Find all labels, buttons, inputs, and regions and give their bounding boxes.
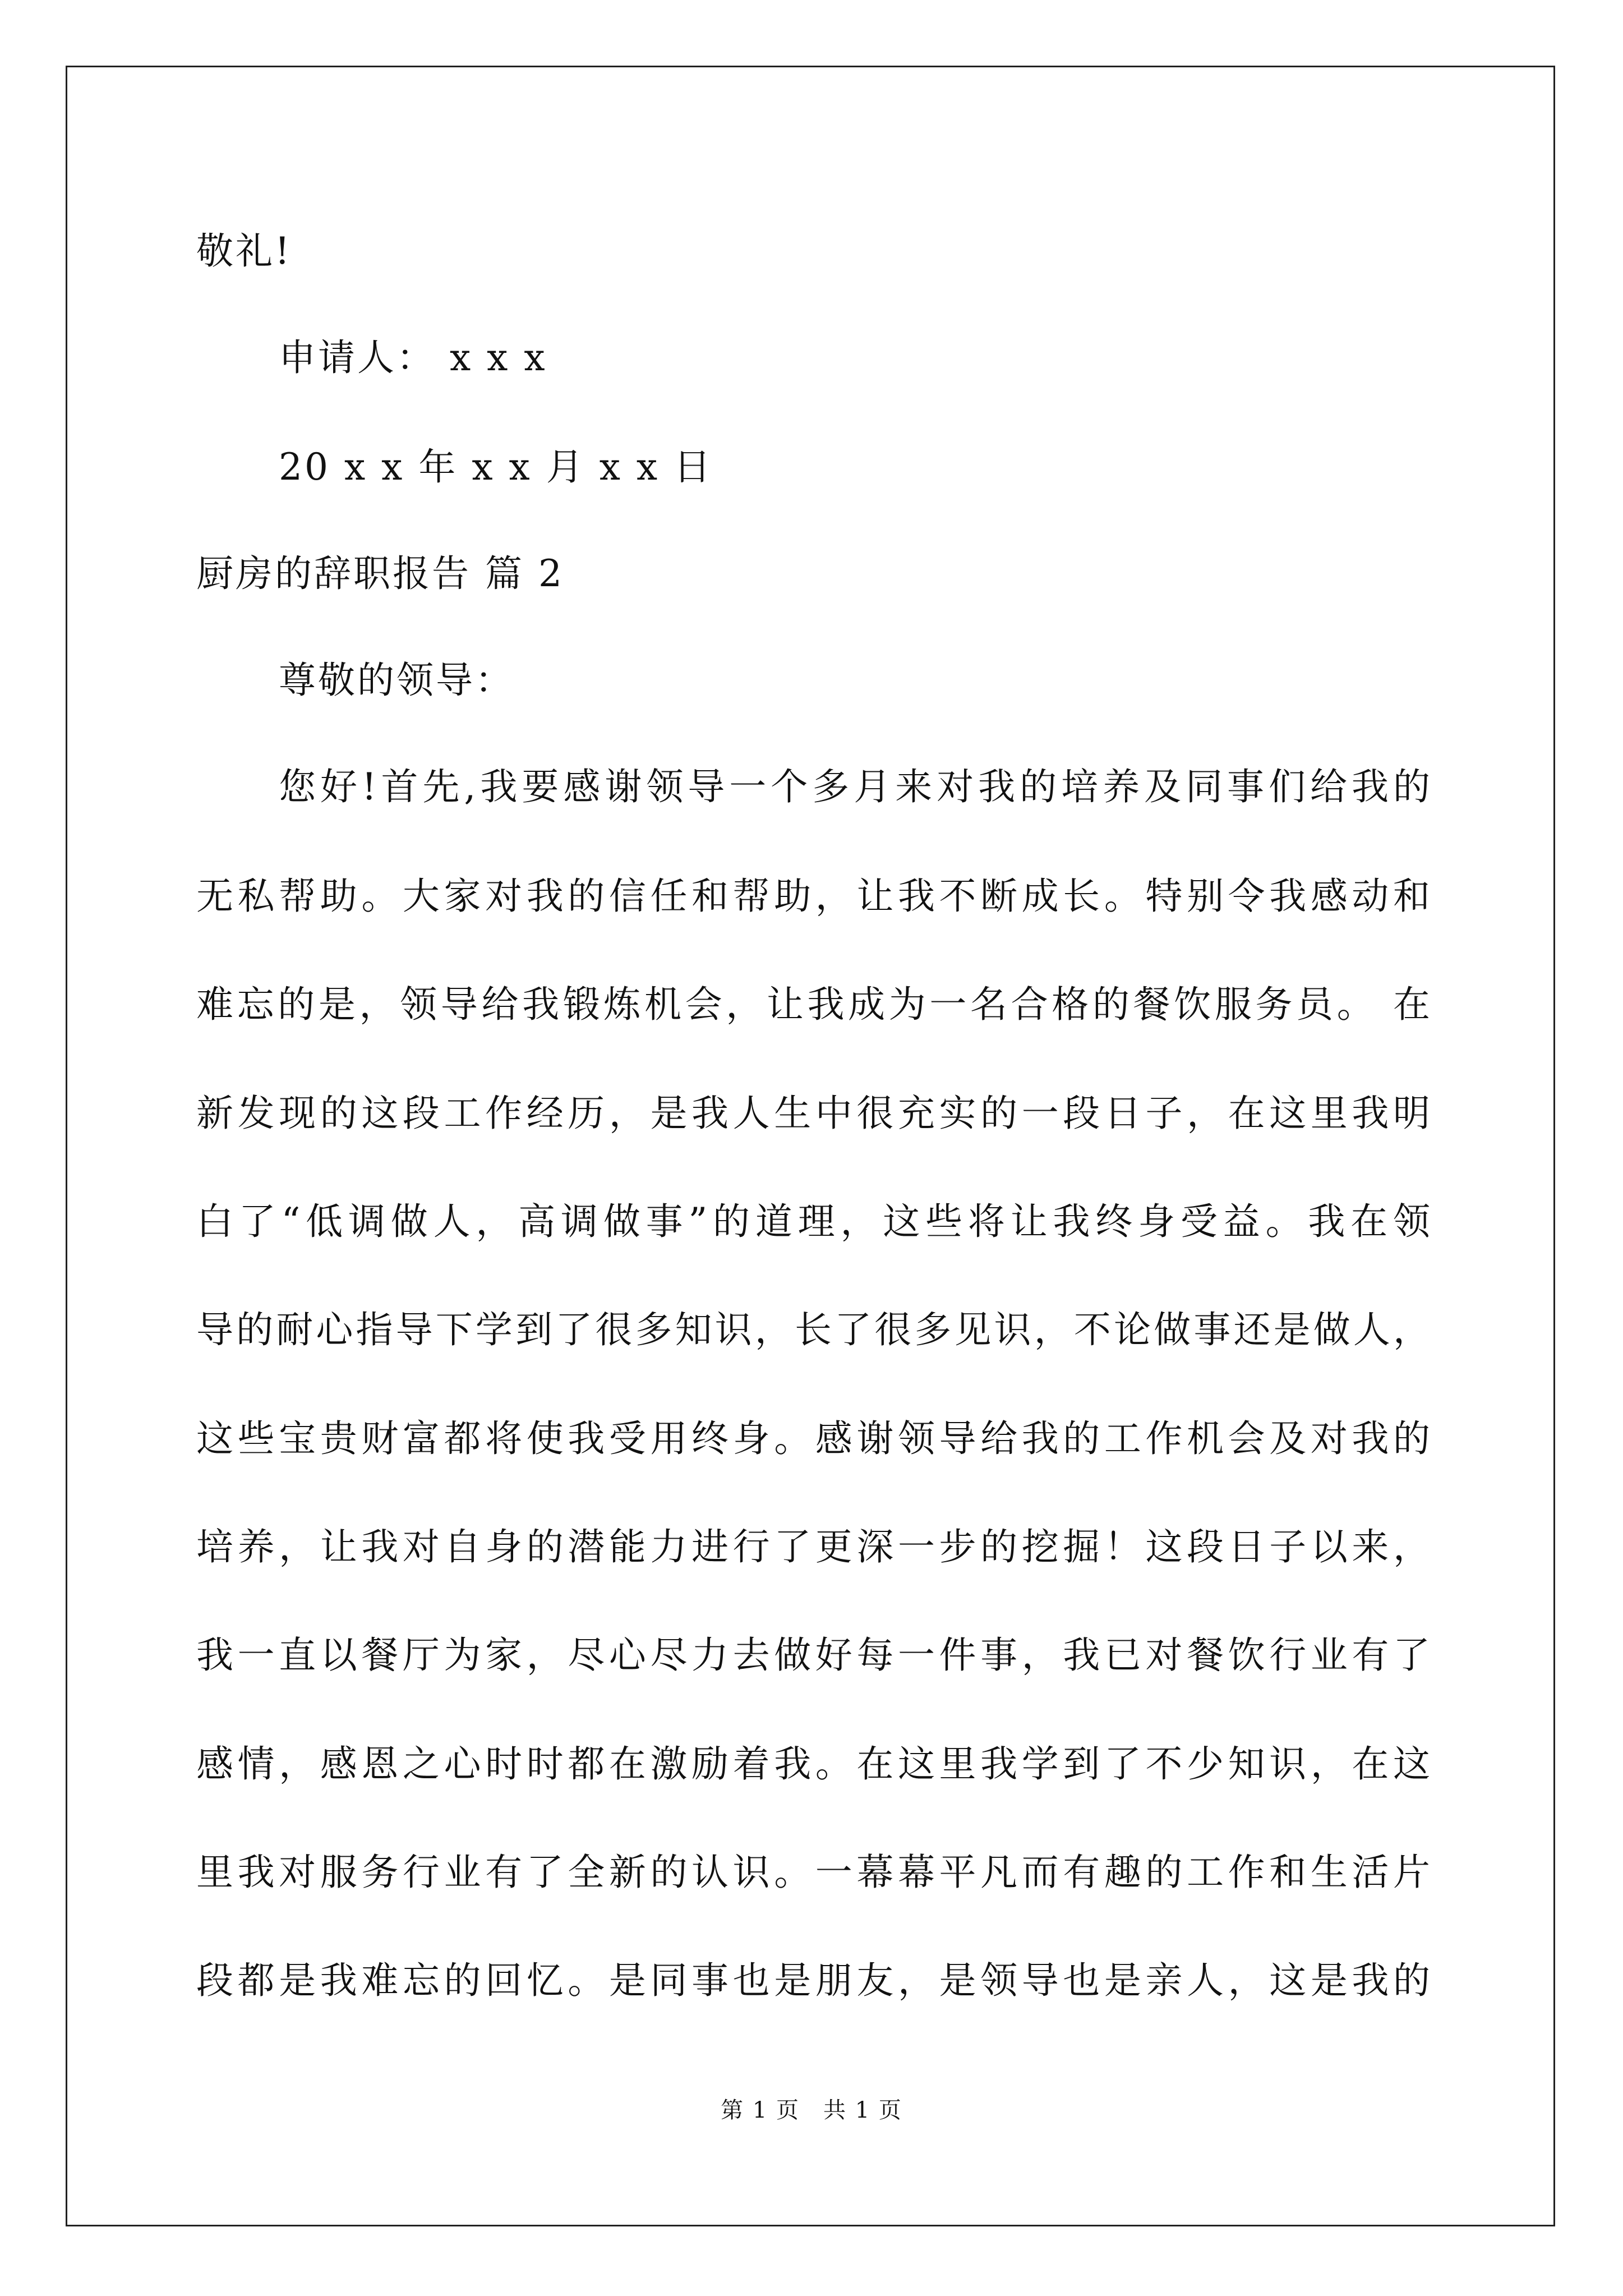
paragraph-line: 感情，感恩之心时时都在激励着我。在这里我学到了不少知识，在这 xyxy=(196,1742,1430,1786)
section-title: 厨房的辞职报告 篇 2 xyxy=(196,552,564,595)
applicant-line: 申请人： x x x xyxy=(279,336,547,379)
salutation: 尊敬的领导： xyxy=(279,659,514,702)
page-number-footer: 第 1 页 共 1 页 xyxy=(721,2097,902,2123)
date-line: 20 x x 年 x x 月 x x 日 xyxy=(279,445,713,489)
paragraph-line: 您好!首先,我要感谢领导一个多月来对我的培养及同事们给我的 xyxy=(279,765,1430,808)
page-border xyxy=(66,66,1555,2226)
paragraph-line: 这些宝贵财富都将使我受用终身。感谢领导给我的工作机会及对我的 xyxy=(196,1417,1430,1460)
paragraph-line: 我一直以餐厅为家，尽心尽力去做好每一件事，我已对餐饮行业有了 xyxy=(196,1634,1430,1677)
paragraph-line: 里我对服务行业有了全新的认识。一幕幕平凡而有趣的工作和生活片 xyxy=(196,1851,1430,1894)
paragraph-line: 导的耐心指导下学到了很多知识，长了很多见识，不论做事还是做人， xyxy=(196,1308,1430,1351)
paragraph-line: 段都是我难忘的回忆。是同事也是朋友，是领导也是亲人，这是我的 xyxy=(196,1959,1430,2002)
paragraph-line: 新发现的这段工作经历，是我人生中很充实的一段日子，在这里我明 xyxy=(196,1092,1430,1135)
paragraph-line: 培养，让我对自身的潜能力进行了更深一步的挖掘！这段日子以来， xyxy=(196,1525,1430,1568)
paragraph-line: 白了“低调做人，高调做事”的道理，这些将让我终身受益。我在领 xyxy=(196,1200,1430,1243)
paragraph-line: 无私帮助。大家对我的信任和帮助，让我不断成长。特别令我感动和 xyxy=(196,875,1430,918)
closing-text: 敬礼! xyxy=(196,229,292,273)
paragraph-line: 难忘的是，领导给我锻炼机会，让我成为一名合格的餐饮服务员。 在 xyxy=(196,983,1430,1026)
